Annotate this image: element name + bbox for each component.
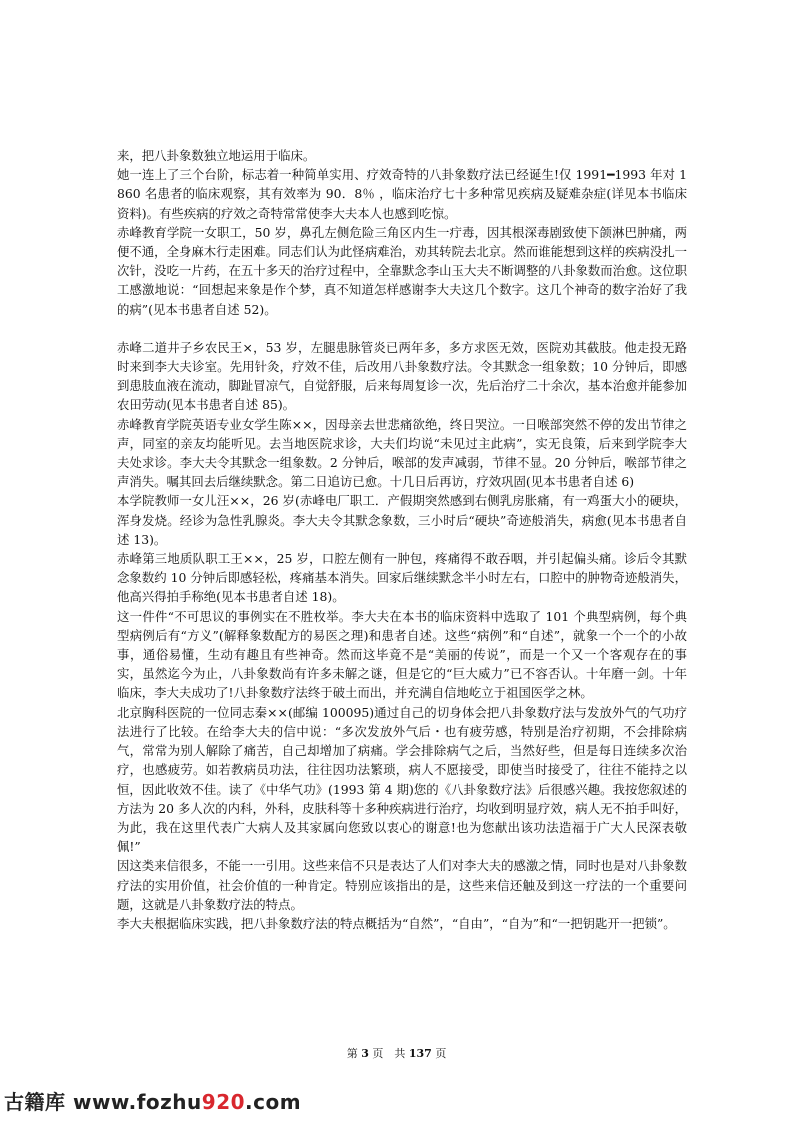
- watermark-site-prefix: www.fozhu: [72, 1090, 202, 1114]
- page-footer: [0, 1045, 793, 1061]
- page-total: 137: [408, 1047, 432, 1060]
- site-watermark: [4, 1086, 301, 1115]
- page-number: 3: [361, 1047, 369, 1060]
- paragraph: 本学院教师一女儿汪××，26 岁(赤峰电厂职工．产假期突然感到右侧乳房胀痛，有一鸡蛋大小的硬块，浑身发烧。经诊为急性乳腺炎。李大夫令其默念象数，三小时后“硬块”奇迹般消失，病愈(见本书患者自述 13)。: [117, 493, 687, 547]
- paragraph: 北京胸科医院的一位同志秦××(邮编 100095)通过自己的切身体会把八卦象数疗法与发放外气的气功疗法进行了比较。在给李大夫的信中说：“多次发放外气后・也有疲劳感，特别是治疗初期，不会排除病气，常常为别人解除了痛苦，自己却增加了病痛。学会排除病气之后，当然好些，但是每日连续多次治疗，也感疲劳。如若教病员功法，往往因功法繁琐，病人不愿接受，即使当时接受了，往往不能持之以恒，因此收效不佳。读了《中华气功》(1993 第 4 期)您的《八卦象数疗法》后很感兴趣。我按您叙述的方法为 20 多人次的内科，外科，皮肤科等十多种疾病进行治疗，均收到明显疗效，病人无不拍手叫好，为此，我在这里代表广大病人及其家属向您致以衷心的谢意!也为您献出该功法造福于广大人民深表敬佩!”: [117, 704, 687, 855]
- paragraph: 赤峰教育学院英语专业女学生陈××，因母亲去世悲痛欲绝，终日哭泣。一日喉部突然不停的发出节律之声，同室的亲友均能听见。去当地医院求诊，大夫们均说“未见过主此病”，实无良策，后来到学院李大夫处求诊。李大夫令其默念一组象数。2 分钟后，喉部的发声减弱，节律不显。20 分钟后，喉部节律之声消失。嘱其回去后继续默念。第二日追访已愈。十几日后再访，疗效巩固(见本书患者自述 6): [117, 416, 687, 490]
- paragraph: 李大夫根据临床实践，把八卦象数疗法的特点概括为“自然”，“自由”，“自为”和“一把钥匙开一把锁”。: [117, 915, 676, 931]
- paragraph: 赤峰第三地质队职工王××，25 岁，口腔左侧有一肿包，疼痛得不敢吞咽，并引起偏头痛。诊后令其默念象数约 10 分钟后即感轻松，疼痛基本消失。回家后继续默念半小时左右，口腔中的肿物奇迹般消失，他高兴得拍手称绝(见本书患者自述 18)。: [117, 551, 687, 605]
- paragraph: 赤峰教育学院一女职工，50 岁，鼻孔左侧危险三角区内生一疔毒，因其根深毒剧致使下颌淋巴肿痛，两便不通，全身麻木行走困难。同志们认为此怪病难治，劝其转院去北京。然而谁能想到这样的疾病没扎一次针，没吃一片药，在五十多天的治疗过程中，全靠默念李山玉大夫不断调整的八卦象数而治愈。这位职工感激地说：“回想起来象是作个梦，真不知道怎样感谢李大夫这几个数字。这几个神奇的数字治好了我的病”(见本书患者自述 52)。: [117, 224, 687, 317]
- watermark-site-suffix: .com: [245, 1090, 302, 1114]
- page-suffix: 页: [435, 1047, 447, 1060]
- paragraph: 因这类来信很多，不能一一引用。这些来信不只是表达了人们对李大夫的感激之情，同时也是对八卦象数疗法的实用价值，社会价值的一种肯定。特别应该指出的是，这些来信还触及到这一疗法的一个重要问题，这就是八卦象数疗法的特点。: [117, 858, 687, 912]
- page-mid: 页 共: [372, 1047, 406, 1060]
- document-body: [117, 146, 687, 933]
- page-prefix: 第: [346, 1047, 358, 1060]
- paragraph: 赤峰二道井子乡农民王×，53 岁，左腿患脉管炎已两年多，多方求医无效，医院劝其截肢。他走投无路时来到李大夫诊室。先用针灸，疗效不佳，后改用八卦象数疗法。令其默念一组象数；10 分钟后，即感到患肢血液在流动，脚趾冒凉气，自觉舒服，后来每周复诊一次，先后治疗二十余次，基本治愈并能参加农田劳动(见本书患者自述 85)。: [117, 339, 687, 413]
- paragraph: 她一连上了三个台阶，标志着一种简单实用、疗效奇特的八卦象数疗法已经诞生!仅 1991━1993 年对 1860 名患者的临床观察，其有效率为 90．8％ ，临床治疗七十多种常见疾病及疑难杂症(详见本书临床资料)。有些疾病的疗效之奇特常常使李大夫本人也感到吃惊。: [117, 167, 687, 221]
- paragraph: 来，把八卦象数独立地运用于临床。: [117, 148, 316, 163]
- watermark-label: 古籍库: [4, 1090, 66, 1114]
- paragraph: 这一件件“不可思议的事例实在不胜枚举。李大夫在本书的临床资料中选取了 101 个典型病例，每个典型病例后有“方义”(解释象数配方的易医之理)和患者自述。这些“病例”和“自述”，就象一个一个的小故事，通俗易懂，生动有趣且有些神奇。然而这毕竟不是“美丽的传说”，而是一个又一个客观存在的事实，虽然迄今为止，八卦象数尚有许多未解之谜，但是它的“巨大威力”已不容否认。十年磨一剑。十年临床，李大夫成功了!八卦象数疗法终于破土而出，并充满自信地屹立于祖国医学之林。: [117, 608, 687, 701]
- watermark-site-number: 920: [201, 1090, 246, 1114]
